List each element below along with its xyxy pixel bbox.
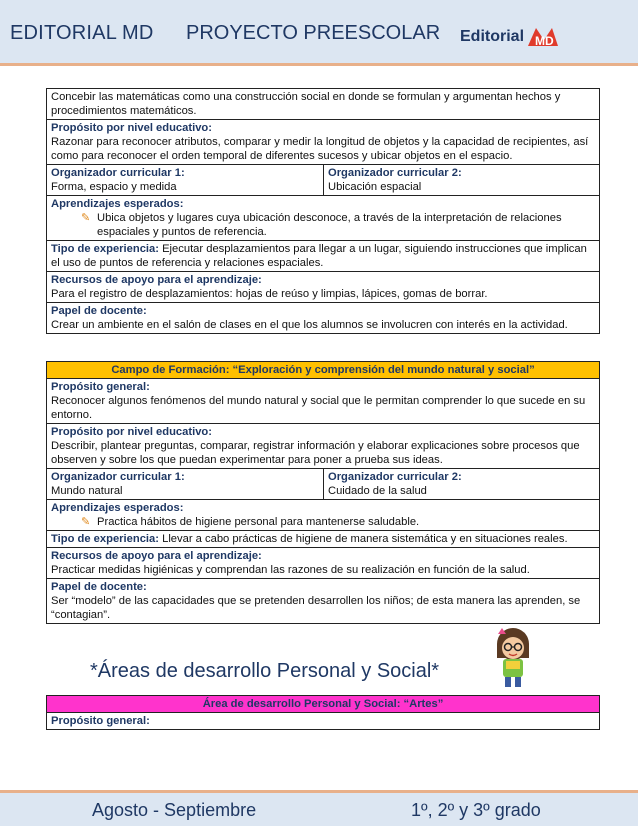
organizador-1-cell [47,469,324,500]
aprendizaje-item [51,211,595,239]
organizador-2-value: Ubicación espacial [328,181,422,193]
organizador-2-value: Cuidado de la salud [328,485,427,497]
organizador-2-cell [324,165,600,196]
page-footer [0,790,638,826]
section-title: *Áreas de desarrollo Personal y Social* [90,660,440,682]
aprendizajes-label: Aprendizajes esperados: [51,502,184,514]
proposito-nivel-text: Describir, plantear preguntas, comparar, registrar información y elaborar explicaciones sobre procesos que observen y sobre los que puedan experimentar para poner a prueba sus ideas. [51,440,580,466]
proposito-nivel-label: Propósito por nivel educativo: [51,426,212,438]
papel-docente-label: Papel de docente: [51,581,147,593]
proposito-nivel-cell [47,424,600,469]
natural-social-table [46,361,600,624]
proposito-nivel-cell [47,120,600,165]
papel-docente-cell [47,579,600,624]
pencil-bullet-icon: ✎ [81,212,91,224]
recursos-text: Practicar medidas higiénicas y comprendan las razones de su realización en función de la salud. [51,564,530,576]
aprendizaje-item [51,515,595,529]
footer-divider [0,790,638,793]
tipo-experiencia-text: Llevar a cabo prácticas de higiene de manera sistemática y en situaciones reales. [158,533,568,545]
math-field-table [46,88,600,334]
header-project: PROYECTO PREESCOLAR [186,22,441,44]
aprendizaje-text: Practica hábitos de higiene personal para mantenerse saludable. [97,516,420,528]
tipo-experiencia-label: Tipo de experiencia: [51,243,159,255]
proposito-general-label: Propósito general: [51,381,150,393]
proposito-general-text: Reconocer algunos fenómenos del mundo natural y social que le permitan comprender lo que sucede en su entorno. [51,395,586,421]
pencil-bullet-icon: ✎ [81,516,91,528]
recursos-cell [47,272,600,303]
recursos-text: Para el registro de desplazamientos: hojas de reúso y limpias, lápices, gomas de borrar. [51,288,488,300]
girl-illustration-icon [488,626,538,690]
proposito-nivel-label: Propósito por nivel educativo: [51,122,212,134]
tipo-experiencia-text: Ejecutar desplazamientos para llegar a un lugar, siguiendo instrucciones que implican el uso de puntos de referencia y relaciones espaciales. [51,243,587,269]
campo-formacion-header: Campo de Formación: “Exploración y comprensión del mundo natural y social” [47,362,600,379]
organizador-1-value: Mundo natural [51,485,123,497]
area-artes-header: Área de desarrollo Personal y Social: “Artes” [47,696,600,713]
papel-docente-cell [47,303,600,334]
tipo-experiencia-label: Tipo de experiencia: [51,533,159,545]
proposito-general-cell [47,713,600,730]
organizador-2-label: Organizador curricular 2: [328,471,462,483]
papel-docente-text: Crear un ambiente en el salón de clases en el que los alumnos se involucren con interés en la actividad. [51,319,568,331]
aprendizajes-cell [47,500,600,531]
intro-cell: Concebir las matemáticas como una construcción social en donde se formulan y argumentan hechos y procedimientos matemáticos. [47,89,600,120]
recursos-label: Recursos de apoyo para el aprendizaje: [51,274,262,286]
recursos-label: Recursos de apoyo para el aprendizaje: [51,550,262,562]
proposito-nivel-text: Razonar para reconocer atributos, comparar y medir la longitud de objetos y la capacidad de recipientes, así como para reconocer el orden temporal de diferentes sucesos y ubicar objetos en el espacio. [51,136,589,162]
footer-grade: 1º, 2º y 3º grado [411,800,541,820]
proposito-general-label: Propósito general: [51,715,150,727]
organizador-1-label: Organizador curricular 1: [51,167,185,179]
logo-text: Editorial [460,28,525,45]
editorial-logo [460,26,560,48]
aprendizaje-text: Ubica objetos y lugares cuya ubicación desconoce, a través de la interpretación de relaciones espaciales y puntos de referencia. [97,212,562,238]
page-header [0,0,638,66]
papel-docente-label: Papel de docente: [51,305,147,317]
organizador-1-label: Organizador curricular 1: [51,471,185,483]
header-divider [0,63,638,66]
papel-docente-text: Ser “modelo” de las capacidades que se pretenden desarrollen los niños; de esta manera las aprenden, se “contagian”. [51,595,581,621]
aprendizajes-cell [47,196,600,241]
tipo-experiencia-cell [47,241,600,272]
logo-badge-text: MD [535,34,554,48]
organizador-1-value: Forma, espacio y medida [51,181,177,193]
header-editorial: EDITORIAL MD [10,22,154,44]
logo-badge-icon [526,26,560,48]
aprendizajes-label: Aprendizajes esperados: [51,198,184,210]
recursos-cell [47,548,600,579]
proposito-general-cell [47,379,600,424]
organizador-2-cell [324,469,600,500]
artes-table [46,695,600,730]
organizador-2-label: Organizador curricular 2: [328,167,462,179]
organizador-1-cell [47,165,324,196]
tipo-experiencia-cell [47,531,600,548]
footer-period: Agosto - Septiembre [92,800,257,820]
